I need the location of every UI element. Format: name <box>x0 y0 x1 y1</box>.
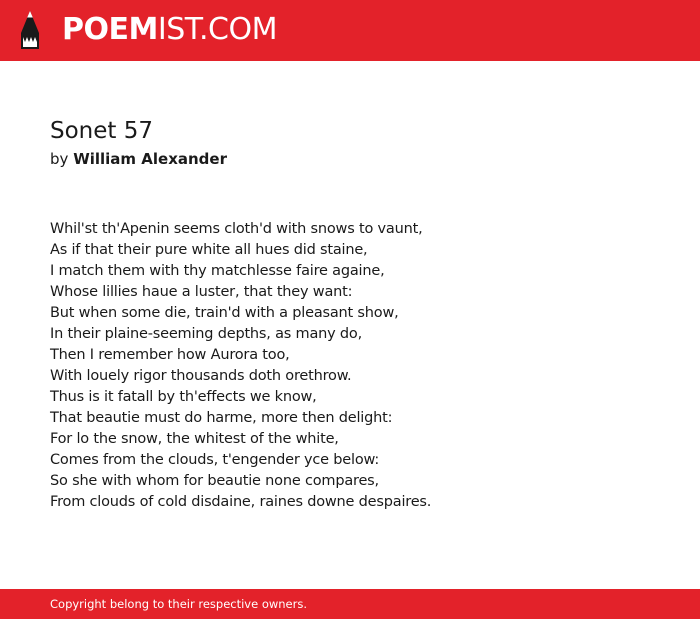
copyright-text: Copyright belong to their respective owners. <box>50 597 308 611</box>
poem-line: From clouds of cold disdaine, raines downe despaires. <box>50 494 432 510</box>
poem-line: Thus is it fatall by th'effects we know, <box>50 389 317 405</box>
poem-line: That beautie must do harme, more then delight: <box>50 410 393 426</box>
poem-line: For lo the snow, the whitest of the white, <box>50 431 339 447</box>
poem-line: Comes from the clouds, t'engender yce below: <box>50 452 380 468</box>
by-label: by <box>50 150 69 168</box>
logo-text-bold: POEM <box>62 12 158 47</box>
poem-line: But when some die, train'd with a pleasant show, <box>50 305 399 321</box>
poem-line: Then I remember how Aurora too, <box>50 347 290 363</box>
poem-author: William Alexander <box>73 150 227 168</box>
site-footer <box>0 589 700 619</box>
poem-byline <box>50 149 227 169</box>
poem-line: Whose lillies haue a luster, that they want: <box>50 284 353 300</box>
site-header <box>0 0 700 61</box>
poem-title: Sonet 57 <box>50 118 153 144</box>
poem-line: So she with whom for beautie none compares, <box>50 473 379 489</box>
poem-body <box>50 219 431 513</box>
pencil-logo-icon[interactable] <box>18 10 42 51</box>
site-logo[interactable] <box>62 12 277 48</box>
poem-line: I match them with thy matchlesse faire againe, <box>50 263 385 279</box>
poem-line: As if that their pure white all hues did staine, <box>50 242 368 258</box>
poem-line: In their plaine-seeming depths, as many do, <box>50 326 363 342</box>
poem-line: With louely rigor thousands doth orethrow. <box>50 368 352 384</box>
poem-line: Whil'st th'Apenin seems cloth'd with snows to vaunt, <box>50 221 423 237</box>
logo-text-light: IST.COM <box>157 12 277 47</box>
